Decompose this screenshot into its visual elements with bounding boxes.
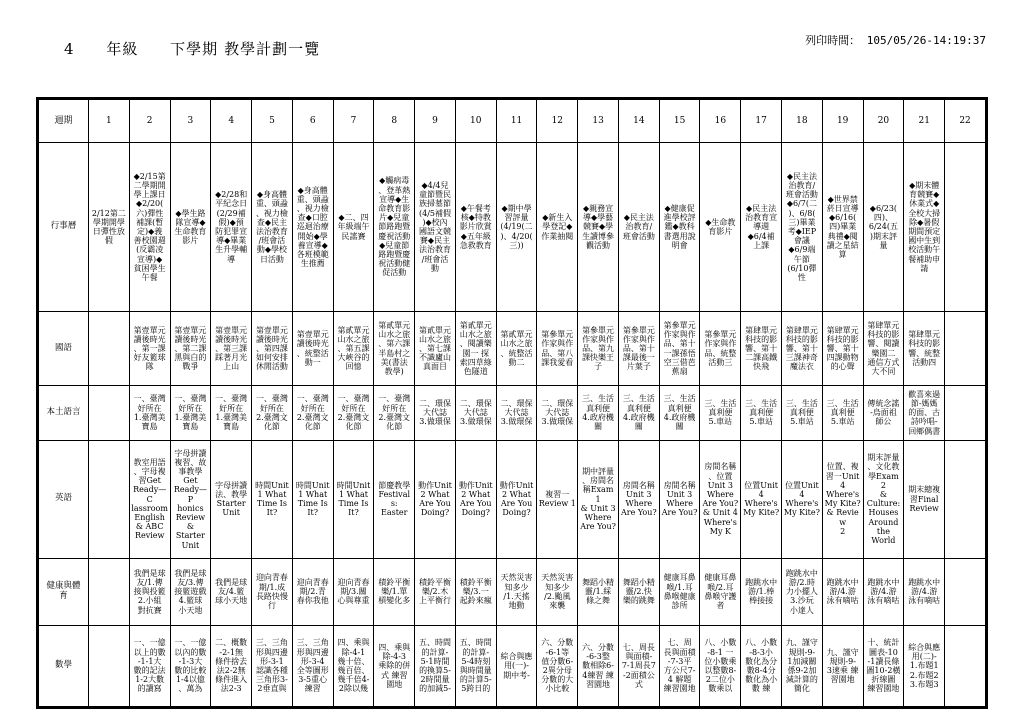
- subject-row: [39, 312, 986, 386]
- plan-cell: 時間Unit 1 What Time Is It?: [333, 440, 374, 558]
- week-header-cell: 9: [415, 100, 456, 143]
- grade-number: 4: [64, 40, 75, 58]
- week-header-cell: 10: [455, 100, 496, 143]
- week-header-cell: 14: [618, 100, 659, 143]
- plan-cell: 六、分數 -6-1等 值分數6- 2異分母 分數的大 小比較: [537, 625, 578, 706]
- plan-cell: 九、謹守 規則-9- 1加減關 係9-2加 減計算的 簡化: [782, 625, 823, 706]
- week-header-label: 週期: [39, 100, 89, 143]
- plan-cell: 字母拼讀 複習、故 事教學 Get Ready—P honics Review & Starter Unit: [170, 440, 211, 558]
- plan-cell: 字母拼讀 法、教學 Starter Unit: [211, 440, 252, 558]
- print-timestamp: [805, 32, 986, 48]
- plan-cell: ◆午餐考 核◆特教 影片欣賞 ◆五年級 急救教育: [455, 143, 496, 312]
- week-header-cell: 12: [537, 100, 578, 143]
- plan-cell: 第參單元 作家與作 品、第八 課我愛看: [537, 312, 578, 386]
- plan-cell: 跑跳水中 游/1.棒 棒接接: [741, 558, 782, 625]
- plan-cell: 二、環保 大代誌 3.做環保: [537, 386, 578, 440]
- plan-cell: 一、一億 以內的數 -1-3大 數的比較 1-4以億 、萬為: [170, 625, 211, 706]
- plan-cell: 迎向青春 期/1.成 長路快慢 行: [252, 558, 293, 625]
- plan-cell: 第參單元 作家與作 品、第九 課快樂王 子: [578, 312, 619, 386]
- plan-cell: 跑跳水中 游/4.游 泳有嘀咕: [822, 558, 863, 625]
- plan-cell: 動作Unit 2 What Are You Doing?: [455, 440, 496, 558]
- subject-row: [39, 143, 986, 312]
- plan-cell: 第肆單元 科技的影 響、閱讀 樂園二 通信方式 大不同: [863, 312, 904, 386]
- plan-cell: ◆民主法 治教育/ 班會活動 ◆6/7(二 )、6/8( 三)畢業 考◆IEP 會議 ◆6/9端 午節 (6/10彈 性: [782, 143, 823, 312]
- plan-cell: 一、臺灣 好所在 1.臺灣美 寶島: [129, 386, 170, 440]
- plan-cell: 期末總複 習Final Review: [904, 440, 945, 558]
- plan-cell: ◆生命教 育影片: [700, 143, 741, 312]
- plan-cell: ◆期中學 習評量 (4/19(二 )、4/20( 三)): [496, 143, 537, 312]
- plan-cell: 四、乘與 除-4-3 乘除的併 式 練習 園地: [374, 625, 415, 706]
- plan-cell: 時間Unit 1 What Time Is It?: [252, 440, 293, 558]
- plan-cell: 房間名稱 、位置 Unit 3 Where Are You? & Unit 4 Where's My K: [700, 440, 741, 558]
- plan-cell: 跑跳水中 游/2.時 力小擺人 3.沙玩 小達人: [782, 558, 823, 625]
- plan-cell: 房間名稱 Unit 3 Where Are You?: [618, 440, 659, 558]
- week-header-cell: 1: [89, 100, 130, 143]
- plan-cell: 積鈴平衡 樂/1.單 槓變化多: [374, 558, 415, 625]
- plan-cell: 三、生活 真利便 5.車站: [822, 386, 863, 440]
- plan-cell: 第壹單元 讀後時光 、第四課 如何安排 休閒活動: [252, 312, 293, 386]
- week-header-cell: 22: [945, 100, 986, 143]
- plan-cell: 二、環保 大代誌 3.做環保: [496, 386, 537, 440]
- plan-cell: 期中評量 、房間名 稱Exam 1 & Unit 3 Where Are You?: [578, 440, 619, 558]
- grade-word: 年級: [106, 40, 139, 58]
- plan-cell: [89, 440, 130, 558]
- plan-cell: 一、臺灣 好所在 2.臺灣文 化節: [374, 386, 415, 440]
- plan-cell: 傳統念謠 -烏面祖 師公: [863, 386, 904, 440]
- plan-cell: 三、生活 真利便 5.車站: [700, 386, 741, 440]
- week-header-cell: 13: [578, 100, 619, 143]
- plan-cell: 三、生活 真利便 5.車站: [741, 386, 782, 440]
- plan-cell: 第貳單元 山水之旅 、閱讀樂 園一 探 索四草綠 色隧道: [455, 312, 496, 386]
- plan-cell: 五、時間 的計算- 5-1時間 的換算5- 2時間量 的加減5-: [415, 625, 456, 706]
- week-header-cell: 15: [659, 100, 700, 143]
- plan-cell: 積鈴平衡 樂/3.一 起鈴來瘋: [455, 558, 496, 625]
- plan-cell: ◆民主法 治教育/ 班會活動: [618, 143, 659, 312]
- plan-cell: ◆身高體 重、頭蝨 、視力檢 查◆民主 法治教育 /班會活 動◆學校 日活動: [252, 143, 293, 312]
- plan-cell: ◆2/15第 二學期開 學上課日 ◆2/20( 六)彈性 補課(暫 定)◆義 善校園週 (反霸凌 宣導)◆ 貧困學生 午餐: [129, 143, 170, 312]
- plan-cell: 第貳單元 山水之旅 、統整活 動二: [496, 312, 537, 386]
- subject-label: 本土語言: [39, 386, 89, 440]
- plan-cell: 六、分數 -6-3整 數相除6- 4練習 練 習園地: [578, 625, 619, 706]
- week-header-cell: 8: [374, 100, 415, 143]
- plan-cell: 一、臺灣 好所在 1.臺灣美 寶島: [211, 386, 252, 440]
- plan-cell: 健康耳鼻 喉/1.耳 鼻喉健康 診所: [659, 558, 700, 625]
- page-title: [64, 38, 346, 59]
- plan-cell: ◆親務宣 導◆學藝 競賽◆學 生讀博參 觀活動: [578, 143, 619, 312]
- print-time-label: 列印時間：: [805, 34, 861, 47]
- plan-cell: 迎向青春 期/3.關 心與尊重: [333, 558, 374, 625]
- plan-cell: 動作Unit 2 What Are You Doing?: [415, 440, 456, 558]
- plan-cell: 天然災害 知多少 /2.颱風 來襲: [537, 558, 578, 625]
- plan-cell: 第貳單元 山水之旅 、第六課 半島村之 美(書法 教學): [374, 312, 415, 386]
- plan-cell: ◆6/23( 四)、 6/24(五 )期末評 量: [863, 143, 904, 312]
- plan-cell: [89, 386, 130, 440]
- plan-cell: ◆身高體 重、頭蝨 、視力檢 查◆口腔 巡迴治療 開始◆學 養宣導◆ 各班模範 生推薦: [292, 143, 333, 312]
- week-header-cell: 3: [170, 100, 211, 143]
- plan-cell: 五、時間 的計算- 5-4時刻 與時間量 的計算5- 5跨日的: [455, 625, 496, 706]
- plan-cell: 第肆單元 科技的影 響、第十 三課神奇 魔法衣: [782, 312, 823, 386]
- plan-cell: [945, 386, 986, 440]
- plan-cell: 動作Unit 2 What Are You Doing?: [496, 440, 537, 558]
- week-header-cell: 2: [129, 100, 170, 143]
- plan-cell: 舞蹈小精 靈/2.快 樂的跳舞: [618, 558, 659, 625]
- plan-cell: [89, 558, 130, 625]
- plan-cell: [945, 143, 986, 312]
- document-title: 教學計劃一覽: [224, 40, 321, 58]
- week-header-cell: 11: [496, 100, 537, 143]
- plan-cell: 2/12第二 學期開學 日彈性放 假: [89, 143, 130, 312]
- plan-cell: 天然災害 知多少 /1.天搖 地動: [496, 558, 537, 625]
- subject-row: [39, 558, 986, 625]
- week-header-cell: 19: [822, 100, 863, 143]
- plan-cell: 第壹單元 讀後時光 、第一課 好友籃球 隊: [129, 312, 170, 386]
- plan-cell: 二、概數 -2-1無 條件捨去 法2-2無 條件進入 法2-3: [211, 625, 252, 706]
- plan-cell: ◆學生路 隊宣導◆ 生命教育 影片: [170, 143, 211, 312]
- plan-cell: 第貳單元 山水之旅 、第五課 大峽谷的 回憶: [333, 312, 374, 386]
- plan-cell: 位置、複 習一Unit 4 Where's My Kite? & Review 2: [822, 440, 863, 558]
- plan-cell: 一、臺灣 好所在 2.臺灣文 化節: [292, 386, 333, 440]
- week-header-cell: 6: [292, 100, 333, 143]
- week-header-cell: 18: [782, 100, 823, 143]
- week-header-cell: 16: [700, 100, 741, 143]
- plan-cell: 教室用語 、字母複 習Get Ready—C lassroom English & ABC Review: [129, 440, 170, 558]
- plan-cell: 複習一 Review 1: [537, 440, 578, 558]
- plan-cell: [945, 558, 986, 625]
- plan-cell: 節慶教學 Festival s: Easter: [374, 440, 415, 558]
- plan-cell: 我們是球 友/3.傳 接籃遊戲 4.籃球 小天地: [170, 558, 211, 625]
- plan-cell: 第壹單元 讀後時光 、第二課 黑與白的 戰爭: [170, 312, 211, 386]
- plan-cell: 第肆單元 科技的影 響、統整 活動四: [904, 312, 945, 386]
- plan-cell: 我們是球 友/4.籃 球小天地: [211, 558, 252, 625]
- plan-cell: 迎向青春 期/2.青 春你我他: [292, 558, 333, 625]
- plan-cell: 三、生活 真利便 5.車站: [782, 386, 823, 440]
- plan-cell: 一、臺灣 好所在 1.臺灣美 寶島: [170, 386, 211, 440]
- plan-cell: 一、臺灣 好所在 2.臺灣文 化節: [333, 386, 374, 440]
- week-header-cell: 20: [863, 100, 904, 143]
- plan-cell: [945, 625, 986, 706]
- plan-cell: 三、生活 真利便 4.政府機 關: [659, 386, 700, 440]
- plan-cell: 第參單元 作家與作 品、第十 一課孫悟 空三借芭 蕉扇: [659, 312, 700, 386]
- plan-cell: 綜合與應 用(一)- 期中考-: [496, 625, 537, 706]
- plan-cell: 二、環保 大代誌 3.做環保: [415, 386, 456, 440]
- plan-cell: 七、周長 與面積- 7-1周長7 -2面積公 式: [618, 625, 659, 706]
- plan-cell: [89, 312, 130, 386]
- subject-label: 數學: [39, 625, 89, 706]
- plan-cell: 健康耳鼻 喉/2.耳 鼻喉守護 者: [700, 558, 741, 625]
- plan-cell: 二、環保 大代誌 3.做環保: [455, 386, 496, 440]
- week-header-cell: 7: [333, 100, 374, 143]
- plan-cell: 十、統計 圖表-10 -1讀長條 圖10-2橫 折線圖 練習園地: [863, 625, 904, 706]
- plan-cell: 第肆單元 科技的影 響、第十 四課動物 的心聲: [822, 312, 863, 386]
- plan-cell: 第貳單元 山水之旅 、第七課 不識廬山 真面目: [415, 312, 456, 386]
- plan-cell: ◆2/28和 平紀念日 (2/29補 假)◆預 防犯罪宣 導◆畢業 生升學輔 導: [211, 143, 252, 312]
- semester: 下學期: [170, 40, 219, 58]
- subject-row: [39, 386, 986, 440]
- subject-label: 行事曆: [39, 143, 89, 312]
- plan-cell: 第參單元 作家與作 品、統整 活動三: [700, 312, 741, 386]
- subject-row: [39, 440, 986, 558]
- week-header-cell: 21: [904, 100, 945, 143]
- plan-cell: 一、臺灣 好所在 2.臺灣文 化節: [252, 386, 293, 440]
- teaching-plan-table: [38, 99, 986, 707]
- plan-cell: 跑跳水中 游/4.游 泳有嘀咕: [863, 558, 904, 625]
- plan-cell: 三、三角 形與四邊 形-3-1 認識各種 三角形3- 2垂直與: [252, 625, 293, 706]
- teaching-plan-sheet: [36, 97, 988, 709]
- plan-cell: 七、周 長與面積 -7-3平 方公尺7- 4 解題 練習園地: [659, 625, 700, 706]
- subject-row: [39, 625, 986, 706]
- plan-cell: 歡喜來過 節-媽媽 的面、古 詩吟唱- 回鄉偶書: [904, 386, 945, 440]
- plan-cell: 時間Unit 1 What Time Is It?: [292, 440, 333, 558]
- subject-label: 健康與體 育: [39, 558, 89, 625]
- subject-label: 英語: [39, 440, 89, 558]
- plan-cell: [945, 312, 986, 386]
- plan-cell: 八、小數 -8-1 一 位小數乘 以整數8- 2二位小 數乘以: [700, 625, 741, 706]
- plan-cell: 積鈴平衡 樂/2.木 上平衡行: [415, 558, 456, 625]
- plan-cell: 第參單元 作家與作 品、第十 課最後一 片葉子: [618, 312, 659, 386]
- plan-cell: 期末評量 、文化教 學Exam 2 & Culture: Houses Around the World: [863, 440, 904, 558]
- plan-cell: 跑跳水中 游/4.游 泳有嘀咕: [904, 558, 945, 625]
- plan-cell: 綜合與應 用(二)- 1.布題1 2.布題2 3.布題3: [904, 625, 945, 706]
- plan-cell: 三、生活 真利便 4.政府機 關: [578, 386, 619, 440]
- week-header-cell: 4: [211, 100, 252, 143]
- plan-cell: 三、三角 形與四邊 形-3-4 全等圖形 3-5重心 練習: [292, 625, 333, 706]
- plan-cell: 位置Unit 4 Where's My Kite?: [741, 440, 782, 558]
- plan-cell: 房間名稱 Unit 3 Where Are You?: [659, 440, 700, 558]
- plan-cell: [89, 625, 130, 706]
- plan-cell: 四、乘與 除-4-1 幾十倍、 幾百倍、 幾千倍4- 2除以幾: [333, 625, 374, 706]
- week-header-cell: 17: [741, 100, 782, 143]
- plan-cell: 第壹單元 讀後時光 、第三課 踩著月光 上山: [211, 312, 252, 386]
- plan-cell: 第肆單元 科技的影 響、第十 二課高鐵 快飛: [741, 312, 782, 386]
- print-time-value: 105/05/26-14:19:37: [866, 34, 986, 47]
- plan-cell: ◆世界禁 菸日宣導 ◆6/16( 四)畢業 典禮◆閱 讀之星結 算: [822, 143, 863, 312]
- plan-cell: ◆新生入 學登記◆ 作業抽閱: [537, 143, 578, 312]
- plan-cell: 第壹單元 讀後時光 、統整活 動一: [292, 312, 333, 386]
- plan-cell: ◆二、四 年級端午 民謠賽: [333, 143, 374, 312]
- plan-cell: 三、生活 真利便 4.政府機 關: [618, 386, 659, 440]
- plan-cell: ◆民主法 治教育宣 導週 ◆6/4補 上課: [741, 143, 782, 312]
- plan-cell: 我們是球 友/1.傳 接與投籃 2.小組 對抗賽: [129, 558, 170, 625]
- plan-cell: 位置Unit 4 Where's My Kite?: [782, 440, 823, 558]
- plan-cell: ◆期末體 育競賽◆ 休業式◆ 全校大掃 除◆暑假 期間預定 國中生到 校活動午 餐補助申 請: [904, 143, 945, 312]
- week-header-row: [39, 100, 986, 143]
- plan-cell: 一、一億 以上的數 -1-1大 數的記法 1-2大數 的讀寫: [129, 625, 170, 706]
- plan-cell: ◆觸病毒 、登革熱 宣導◆生 命教育影 片◆兒童 節路跑暨 慶祝活動 ◆兒童節 路跑暨慶 祝活動健 促活動: [374, 143, 415, 312]
- plan-cell: 舞蹈小精 靈/1.綵 條之舞: [578, 558, 619, 625]
- week-header-cell: 5: [252, 100, 293, 143]
- plan-cell: 八、小數 -8-3小 數化為分 數8-4分 數化為小 數 練: [741, 625, 782, 706]
- plan-cell: ◆健康促 進學校評 鑑◆教科 書選用說 明會: [659, 143, 700, 312]
- plan-cell: [945, 440, 986, 558]
- plan-cell: 九、謹守 規則-9- 3速乘 練 習園地: [822, 625, 863, 706]
- subject-label: 國語: [39, 312, 89, 386]
- plan-cell: ◆4/4兒 童節暨民 族掃墓節 (4/5補假 )◆校內 國語文競 賽◆民主 法治教育 /班會活 動: [415, 143, 456, 312]
